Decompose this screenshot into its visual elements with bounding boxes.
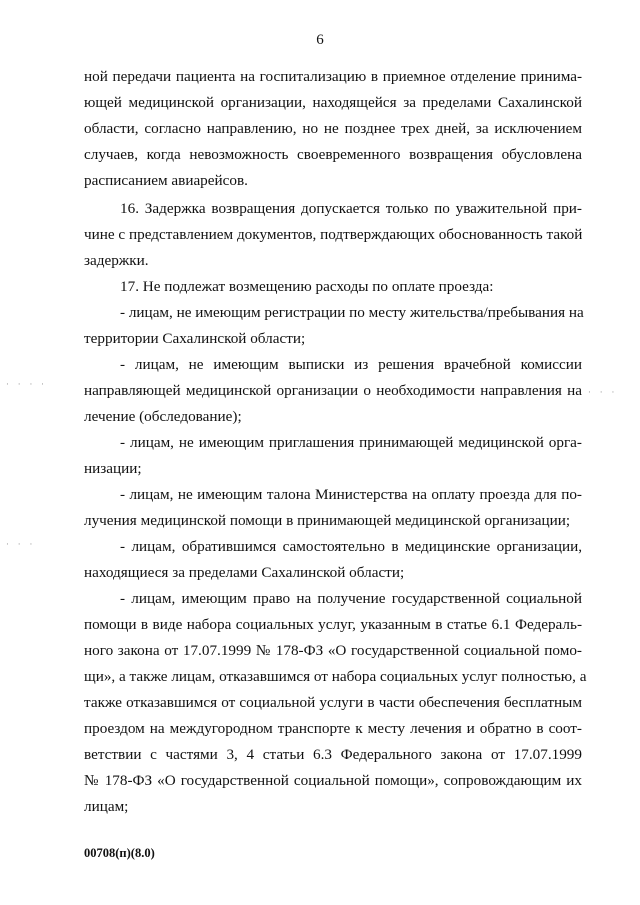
text-line: расписанием авиарейсов. (84, 172, 248, 189)
document-code: 00708(п)(8.0) (84, 846, 155, 860)
paragraph-17 (84, 274, 582, 300)
text-line: - лицам, не имеющим приглашения принимающей медицинской орга- (120, 434, 582, 451)
text-line: щи», а также лицам, отказавшимся от набора социальных услуг полностью, а (84, 668, 587, 685)
text-line: лицам; (84, 798, 129, 815)
scan-artifact: · · · (6, 540, 36, 550)
text-line: ющей медицинской организации, находящейся за пределами Сахалинской (84, 94, 582, 111)
text-line: случаев, когда невозможность своевременного возвращения обусловлена (84, 146, 582, 163)
paragraph-16 (84, 196, 582, 274)
list-item (84, 534, 582, 586)
text-line: - лицам, не имеющим выписки из решения врачебной комиссии (120, 356, 582, 373)
text-line: - лицам, имеющим право на получение государственной социальной (120, 590, 582, 607)
text-line: помощи в виде набора социальных услуг, указанным в статье 6.1 Федераль- (84, 616, 582, 633)
text-line: - лицам, не имеющим талона Министерства на оплату проезда для по- (120, 486, 582, 503)
text-line: лечение (обследование); (84, 408, 242, 425)
text-line: низации; (84, 460, 142, 477)
text-line: ного закона от 17.07.1999 № 178-ФЗ «О государственной социальной помо- (84, 642, 582, 659)
text-line: ветствии с частями 3, 4 статьи 6.3 Федерального закона от 17.07.1999 (84, 746, 582, 763)
list-item (84, 300, 582, 352)
text-line: области, согласно направлению, но не позднее трех дней, за исключением (84, 120, 582, 137)
text-line: № 178-ФЗ «О государственной социальной помощи», сопровождающим их (84, 772, 582, 789)
list-item (84, 352, 582, 430)
text-line: - лицам, обратившимся самостоятельно в медицинские организации, (120, 538, 582, 555)
text-line: также отказавшимся от социальной услуги в части обеспечения бесплатным (84, 694, 582, 711)
text-line: 16. Задержка возвращения допускается только по уважительной при- (120, 200, 582, 217)
text-line: 17. Не подлежат возмещению расходы по оплате проезда: (120, 278, 494, 295)
page-number: 6 (316, 32, 324, 48)
scan-artifact: · · · · (6, 380, 48, 390)
text-line: ной передачи пациента на госпитализацию в приемное отделение принима- (84, 68, 582, 85)
text-line: находящиеся за пределами Сахалинской области; (84, 564, 405, 581)
text-line: - лицам, не имеющим регистрации по месту жительства/пребывания на (120, 304, 584, 321)
paragraph-continuation (84, 64, 582, 194)
document-body (84, 64, 587, 820)
text-line: чине с представлением документов, подтверждающих обоснованность такой (84, 226, 583, 243)
text-line: проездом на междугородном транспорте к месту лечения и обратно в соот- (84, 720, 582, 737)
list-item (84, 482, 582, 534)
text-line: задержки. (84, 252, 149, 269)
list-item (84, 430, 582, 482)
scan-artifact: · · · (588, 388, 618, 398)
text-line: лучения медицинской помощи в принимающей медицинской организации; (84, 512, 571, 529)
list-item (84, 586, 587, 820)
text-line: направляющей медицинской организации о необходимости направления на (84, 382, 582, 399)
text-line: территории Сахалинской области; (84, 330, 306, 347)
